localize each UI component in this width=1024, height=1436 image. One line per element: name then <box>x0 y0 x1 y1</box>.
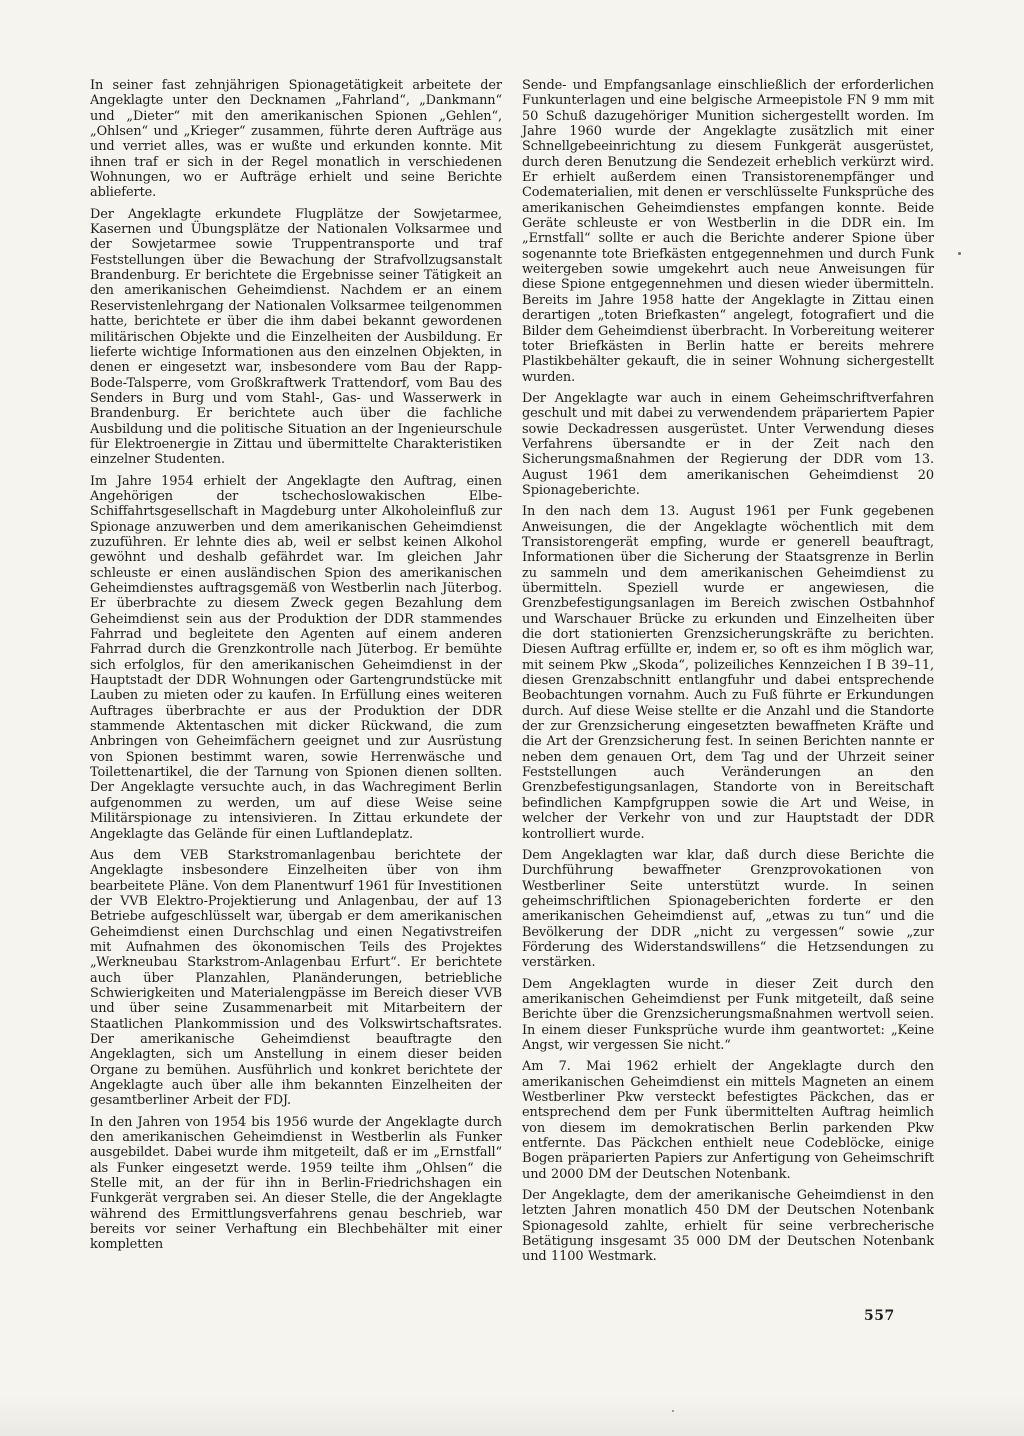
paragraph: Sende- und Empfangsanlage einschließlich der erforderlichen Funkunterlagen und eine belgische Armeepistole FN 9 mm mit 50 Schuß dazugehöriger Munition sichergestellt worden. Im Jahre 1960 wurde der Angeklagte zusätzlich mit einer Schnellgebeeinrichtung zu diesem Funkgerät ausgerüstet, durch deren Benutzung die Sendezeit erheblich verkürzt wird. Er erhielt außerdem einen Transistorenempfänger und Codematerialien, mit denen er verschlüsselte Funksprüche des amerikanischen Geheimdienstes empfangen konnte. Beide Geräte schleuste er von Westberlin in die DDR ein. Im „Ernstfall“ sollte er auch die Berichte anderer Spione über sogenannte tote Briefkästen entgegennehmen und durch Funk weitergeben sowie umgekehrt auch neue Anweisungen für diese Spione entgegennehmen und diesen wieder übermitteln. Bereits im Jahre 1958 hatte der Angeklagte in Zittau einen derartigen „toten Briefkasten“ angelegt, fotografiert und die Bilder dem Geheimdienst überbracht. In Vorbereitung weiterer toter Briefkästen in Berlin hatte er bereits mehrere Plastikbehälter gekauft, die in seiner Wohnung sichergestellt wurden. <box>522 78 934 385</box>
right-column <box>522 78 934 1271</box>
paragraph: Der Angeklagte erkundete Flugplätze der Sowjetarmee, Kasernen und Übungsplätze der Nationalen Volksarmee und der Sowjetarmee sowie Truppentransporte und traf Feststellungen über die Bewachung der Strafvollzugsanstalt Brandenburg. Er berichtete die Ergebnisse seiner Tätigkeit an den amerikanischen Geheimdienst. Nachdem er an einem Reservistenlehrgang der Nationalen Volksarmee teilgenommen hatte, berichtete er über die ihm dabei bekannt gewordenen militärischen Objekte und die Einzelheiten der Ausbildung. Er lieferte wichtige Informationen aus den einzelnen Objekten, in denen er eingesetzt war, insbesondere vom Bau der Rapp-Bode-Talsperre, vom Großkraftwerk Trattendorf, vom Bau des Senders in Burg und vom Stahl-, Gas- und Wasserwerk in Brandenburg. Er berichtete auch über die fachliche Ausbildung und die politische Situation an der Ingenieurschule für Elektroenergie in Zittau und übermittelte Charakteristiken einzelner Studenten. <box>90 206 502 468</box>
dust-speck <box>958 252 961 255</box>
paragraph: Der Angeklagte war auch in einem Geheimschriftverfahren geschult und mit dabei zu verwendendem präpariertem Papier sowie Deckadressen ausgerüstet. Unter Verwendung dieses Verfahrens übersandte er in der Zeit nach den Sicherungsmaßnahmen der Regierung der DDR vom 13. August 1961 dem amerikanischen Geheimdienst 20 Spionageberichte. <box>522 390 934 498</box>
paragraph: Der Angeklagte, dem der amerikanische Geheimdienst in den letzten Jahren monatlich 450 DM der Deutschen Notenbank Spionagesold zahlte, erhielt für seine verbrecherische Betätigung insgesamt 35 000 DM der Deutschen Notenbank und 1100 Westmark. <box>522 1188 934 1265</box>
paragraph: In den Jahren von 1954 bis 1956 wurde der Angeklagte durch den amerikanischen Geheimdienst in Westberlin als Funker ausgebildet. Dabei wurde ihm mitgeteilt, daß er im „Ernstfall“ als Funker eingesetzt werde. 1959 teilte ihm „Ohlsen“ die Stelle mit, an der für ihn in Berlin-Friedrichshagen ein Funkgerät vergraben sei. An dieser Stelle, die der Angeklagte während des Ermittlungsverfahrens genau beschrieb, war bereits vor seiner Verhaftung ein Blechbehälter mit einer kompletten <box>90 1114 502 1253</box>
paragraph: Dem Angeklagten wurde in dieser Zeit durch den amerikanischen Geheimdienst per Funk mitgeteilt, daß seine Berichte über die Grenzsicherungsmaßnahmen wertvoll seien. In einem dieser Funksprüche wurde ihm geantwortet: „Keine Angst, wir vergessen Sie nicht.“ <box>522 976 934 1053</box>
page-number: 557 <box>864 1308 895 1324</box>
paragraph: Dem Angeklagten war klar, daß durch diese Berichte die Durchführung bewaffneter Grenzprovokationen von Westberliner Seite unterstützt wurde. In seinen geheimschriftlichen Spionageberichten forderte er den amerikanischen Geheimdienst auf, „etwas zu tun“ und die Bevölkerung der DDR „nicht zu vergessen“ sowie „zur Förderung des Widerstandswillens“ die Hetzsendungen zu verstärken. <box>522 847 934 971</box>
scan-smudge <box>0 1396 1024 1436</box>
left-column <box>90 78 502 1259</box>
paragraph: Aus dem VEB Starkstromanlagenbau berichtete der Angeklagte insbesondere Einzelheiten über von ihm bearbeitete Pläne. Von dem Planentwurf 1961 für Investitionen der VVB Elektro-Projektierung und Anlagenbau, der auf 13 Betriebe aufgeschlüsselt war, übergab er dem amerikanischen Geheimdienst einen Durchschlag und einen Negativstreifen mit Aufnahmen des ökonomischen Teils des Projektes „Werkneubau Starkstrom-Anlagenbau Erfurt“. Er berichtete auch über Planzahlen, Planänderungen, betriebliche Schwierigkeiten und Materialengpässe im Bereich dieser VVB und über seine Zusammenarbeit mit Mitarbeitern der Staatlichen Plankommission und des Volkswirtschaftsrates. Der amerikanische Geheimdienst beauftragte den Angeklagten, sich um Anstellung in einem dieser beiden Organe zu bemühen. Ausführlich und konkret berichtete der Angeklagte auch über alle ihm bekannten Einzelheiten der gesamtberliner Arbeit der FDJ. <box>90 847 502 1109</box>
paragraph: Im Jahre 1954 erhielt der Angeklagte den Auftrag, einen Angehörigen der tschechoslowakischen Elbe-Schiffahrtsgesellschaft in Magdeburg unter Alkoholeinfluß zur Spionage anzuwerben und dem amerikanischen Geheimdienst zuzuführen. Er lehnte dies ab, weil er selbst keinen Alkohol gewöhnt und deshalb gefährdet war. Im gleichen Jahr schleuste er einen ausländischen Spion des amerikanischen Geheimdienstes auftragsgemäß von Westberlin nach Jüterbog. Er überbrachte zu diesem Zweck gegen Bezahlung dem Geheimdienst sein aus der Produktion der DDR stammendes Fahrrad und begleitete den Agenten auf einem anderen Fahrrad durch die Grenzkontrolle nach Jüterbog. Er bemühte sich erfolglos, für den amerikanischen Geheimdienst in der Hauptstadt der DDR Wohnungen oder Gartengrundstücke mit Lauben zu mieten oder zu kaufen. In Erfüllung eines weiteren Auftrages überbrachte er aus der Produktion der DDR stammende Aktentaschen mit dicker Rückwand, die zum Anbringen von Geheimfächern geeignet und zur Ausrüstung von Spionen bestimmt waren, sowie Herrenwäsche und Toilettenartikel, die der Tarnung von Spionen dienen sollten. Der Angeklagte versuchte auch, in das Wachregiment Berlin aufgenommen zu werden, um auf diese Weise seine Militärspionage zu intensivieren. In Zittau erkundete der Angeklagte das Gelände für einen Luftlandeplatz. <box>90 473 502 842</box>
paragraph: Am 7. Mai 1962 erhielt der Angeklagte durch den amerikanischen Geheimdienst ein mittels Magneten an einem Westberliner Pkw versteckt befestigtes Päckchen, das er entsprechend dem per Funk übermittelten Auftrag heimlich von diesem im demokratischen Berlin parkenden Pkw entfernte. Das Päckchen enthielt neue Codeblöcke, einige Bogen präparierten Papiers zur Anfertigung von Geheimschrift und 2000 DM der Deutschen Notenbank. <box>522 1059 934 1182</box>
paragraph: In den nach dem 13. August 1961 per Funk gegebenen Anweisungen, die der Angeklagte wöchentlich mit dem Transistorengerät empfing, wurde er generell beauftragt, Informationen über die Sicherung der Staatsgrenze in Berlin zu sammeln und dem amerikanischen Geheimdienst zu übermitteln. Speziell wurde er angewiesen, die Grenzbefestigungsanlagen im Bereich zwischen Ostbahnhof und Warschauer Brücke zu erkunden und Einzelheiten über die dort stationierten Grenzsicherungskräfte zu berichten. Diesen Auftrag erfüllte er, indem er, so oft es ihm möglich war, mit seinem Pkw „Skoda“, polizeiliches Kennzeichen I B 39–11, diesen Grenzabschnitt entlangfuhr und dabei entsprechende Beobachtungen vornahm. Auch zu Fuß führte er Erkundungen durch. Auf diese Weise stellte er die Anzahl und die Standorte der zur Grenzsicherung eingesetzten bewaffneten Kräfte und die Art der Grenzsicherung fest. In seinen Berichten nannte er neben dem genauen Ort, dem Tag und der Uhrzeit seiner Feststellungen auch Veränderungen an den Grenzbefestigungsanlagen, Standorte von in Bereitschaft befindlichen Kampfgruppen sowie die Art und Weise, in welcher der Verkehr von und zur Hauptstadt der DDR kontrolliert wurde. <box>522 504 934 842</box>
paragraph: In seiner fast zehnjährigen Spionagetätigkeit arbeitete der Angeklagte unter den Decknamen „Fahrland“, „Dankmann“ und „Dieter“ mit den amerikanischen Spionen „Gehlen“, „Ohlsen“ und „Krieger“ zusammen, führte deren Aufträge aus und verriet alles, was er wußte und erkunden konnte. Mit ihnen traf er sich in der Regel monatlich in verschiedenen Wohnungen, wo er Aufträge erhielt und seine Berichte ablieferte. <box>90 78 502 201</box>
